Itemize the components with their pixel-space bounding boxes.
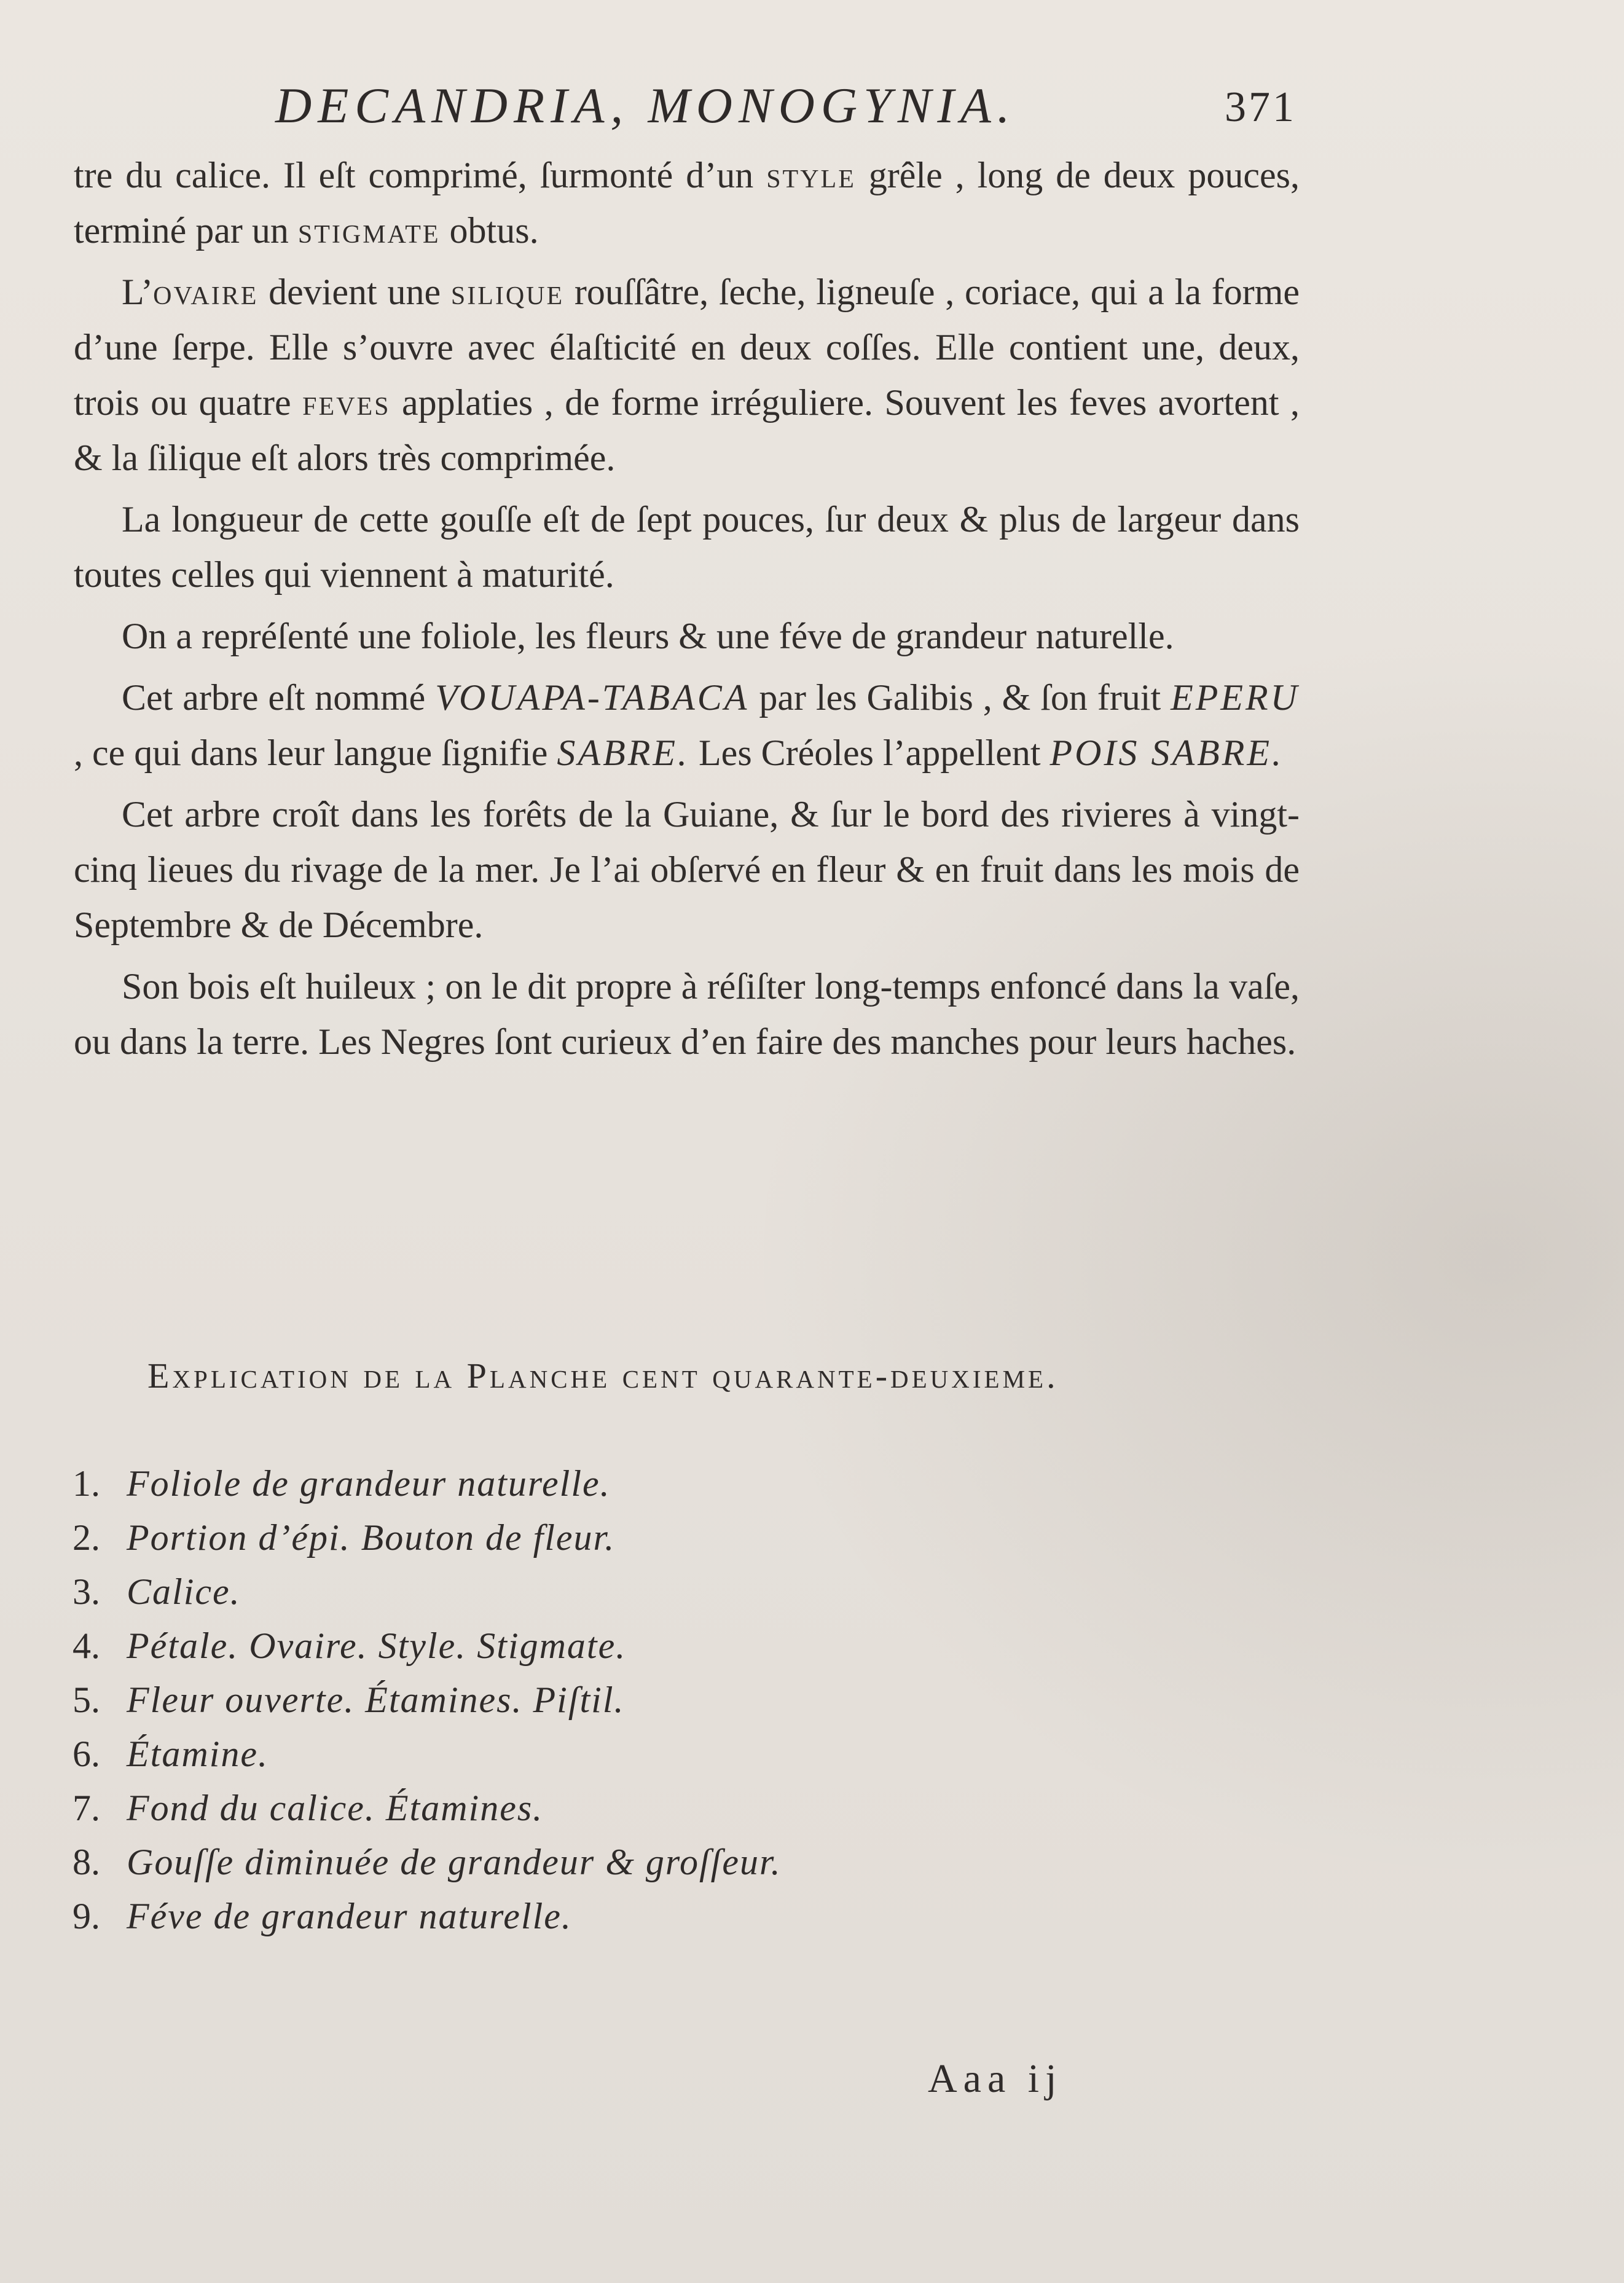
- list-item: [73, 1673, 1179, 1727]
- text-run: Cet arbre eſt nommé: [122, 677, 436, 718]
- item-caption: Fond du calice. Étamines.: [127, 1788, 544, 1828]
- text-run: La longueur de cette gouſſe eſt de ſept pouces, ſur deux & plus de largeur dans toutes celles qui viennent à maturité.: [74, 499, 1300, 595]
- item-number: 4.: [73, 1625, 100, 1666]
- item-number: 6.: [73, 1734, 100, 1774]
- text-run: par les Galibis , & ſon fruit: [749, 677, 1171, 718]
- item-number: 2.: [73, 1517, 100, 1558]
- item-caption: Étamine.: [127, 1734, 269, 1774]
- item-number: 3.: [73, 1571, 100, 1612]
- list-item: [73, 1781, 1179, 1835]
- list-item: [73, 1565, 1179, 1619]
- item-caption: Féve de grandeur naturelle.: [127, 1896, 572, 1936]
- small-caps-term: feves: [302, 382, 391, 423]
- paragraph: [74, 147, 1300, 258]
- text-run: rouſſâtre, ſeche, ligneuſe , coriace, qui a la forme d’une ſerpe. Elle s’ouvre avec élaſticité en deux coſſes. Elle contient une, deux, trois ou quatre: [74, 272, 1300, 423]
- page-header: [275, 77, 1320, 144]
- text-run: L’: [122, 272, 154, 312]
- list-item: [73, 1727, 1179, 1781]
- small-caps-term: style: [766, 155, 856, 195]
- italic-term: POIS SABRE.: [1049, 733, 1284, 773]
- body-text: [74, 147, 1300, 1075]
- item-caption: Calice.: [127, 1571, 241, 1612]
- item-caption: Gouſſe diminuée de grandeur & groſſeur.: [127, 1842, 782, 1882]
- item-number: 1.: [73, 1463, 100, 1504]
- list-item: [73, 1889, 1179, 1943]
- small-caps-term: stigmate: [297, 210, 441, 251]
- text-run: obtus.: [440, 210, 539, 251]
- small-caps-term: ovaire: [153, 272, 259, 312]
- italic-term: VOUAPA-TABACA: [435, 677, 750, 718]
- text-run: , ce qui dans leur langue ſignifie: [74, 733, 557, 773]
- text-run: tre du calice. Il eſt comprimé, ſurmonté d’un: [74, 155, 767, 195]
- list-item: [73, 1619, 1179, 1673]
- text-run: Son bois eſt huileux ; on le dit propre à réſiſter long-temps enfoncé dans la vaſe, ou dans la terre. Les Negres ſont curieux d’en faire des manches pour leurs haches.: [74, 966, 1300, 1062]
- italic-term: EPERU: [1171, 677, 1300, 718]
- list-item: [73, 1456, 1179, 1511]
- plate-explanation-list: [73, 1456, 1179, 1943]
- page-number: 371: [1225, 84, 1296, 131]
- item-caption: Pétale. Ovaire. Style. Stigmate.: [127, 1625, 627, 1666]
- signature-mark: Aaa ij: [928, 2056, 1063, 2101]
- italic-term: SABRE.: [557, 733, 690, 773]
- paragraph: [74, 264, 1300, 485]
- paragraph: [74, 608, 1300, 664]
- text-run: applaties , de forme irréguliere. Souvent les feves avortent , & la ſilique eſt alors très comprimée.: [74, 382, 1300, 478]
- paragraph: [74, 670, 1300, 780]
- running-title: DECANDRIA, MONOGYNIA.: [275, 77, 1016, 133]
- text-run: grêle , long de deux pouces, terminé par un: [74, 155, 1300, 251]
- item-caption: Foliole de grandeur naturelle.: [127, 1463, 611, 1504]
- item-number: 7.: [73, 1788, 100, 1828]
- item-number: 9.: [73, 1896, 100, 1936]
- paragraph: [74, 492, 1300, 602]
- text-run: On a repréſenté une foliole, les fleurs & une féve de grandeur naturelle.: [122, 616, 1174, 656]
- text-run: devient une: [258, 272, 451, 312]
- list-item: [73, 1835, 1179, 1889]
- item-number: 8.: [73, 1842, 100, 1882]
- plate-explanation-heading: Explication de la Planche cent quarante-deuxieme.: [147, 1356, 1059, 1396]
- small-caps-term: silique: [450, 272, 565, 312]
- paragraph: [74, 959, 1300, 1069]
- item-caption: Portion d’épi. Bouton de fleur.: [127, 1517, 616, 1558]
- item-caption: Fleur ouverte. Étamines. Piſtil.: [127, 1680, 625, 1720]
- list-item: [73, 1511, 1179, 1565]
- text-run: Cet arbre croît dans les forêts de la Guiane, & ſur le bord des rivieres à vingt-cinq lieues du rivage de la mer. Je l’ai obſervé en fleur & en fruit dans les mois de Septembre & de Décembre.: [74, 794, 1300, 945]
- item-number: 5.: [73, 1680, 100, 1720]
- text-run: Les Créoles l’appellent: [689, 733, 1050, 773]
- paragraph: [74, 787, 1300, 953]
